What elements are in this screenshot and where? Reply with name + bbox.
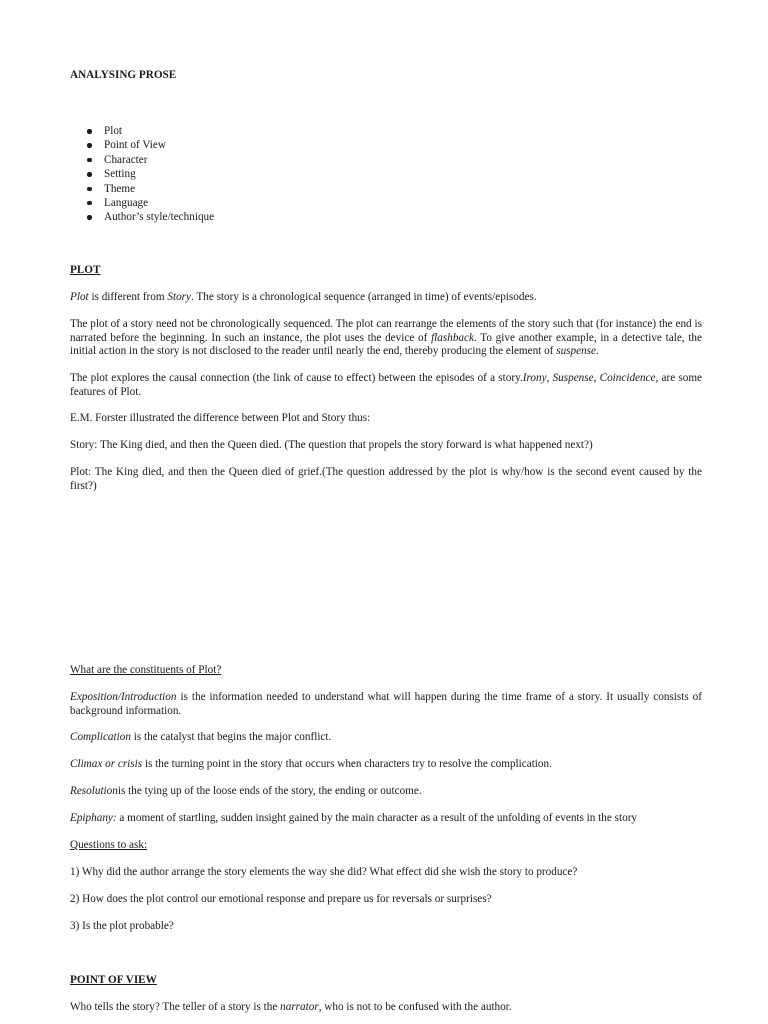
plot-paragraph-6: Plot: The King died, and then the Queen died of grief.(The question addressed by the plot is why/how is the second event caused by the first?): [70, 466, 702, 492]
bullet-icon: [87, 158, 92, 163]
list-item: Character: [104, 153, 214, 167]
constituent-climax: Climax or crisis is the turning point in the story that occurs when characters try to resolve the complication.: [70, 758, 552, 770]
plot-paragraph-3: The plot explores the causal connection (the link of cause to effect) between the episodes of a story.Irony, Suspense, Coincidence, are some features of Plot.: [70, 372, 703, 398]
bullet-icon: [87, 215, 92, 220]
list-item: Plot: [104, 124, 214, 138]
plot-paragraph-4: E.M. Forster illustrated the difference between Plot and Story thus:: [70, 412, 371, 424]
list-item: Setting: [104, 167, 214, 181]
constituent-epiphany: Epiphany: a moment of startling, sudden insight gained by the main character as a result of the unfolding of events in the story: [70, 812, 638, 824]
list-item: Language: [104, 196, 214, 210]
list-item: Theme: [104, 182, 214, 196]
bullet-icon: [87, 187, 92, 192]
questions-heading: Questions to ask:: [70, 839, 148, 851]
plot-heading: PLOT: [70, 264, 101, 276]
constituent-complication: Complication is the catalyst that begins the major conflict.: [70, 731, 332, 743]
bullet-icon: [87, 201, 92, 206]
plot-paragraph-1: Plot is different from Story. The story is a chronological sequence (arranged in time) of events/episodes.: [70, 291, 537, 303]
bullet-icon: [87, 172, 92, 177]
list-item: Point of View: [104, 138, 214, 152]
topics-list: [70, 124, 214, 225]
bullet-icon: [87, 129, 92, 134]
question-item-3: 3) Is the plot probable?: [70, 920, 174, 932]
constituent-exposition: Exposition/Introduction is the information needed to understand what will happen during the time frame of a story. It usually consists of background information.: [70, 691, 702, 717]
bullet-icon: [87, 143, 92, 148]
document-title: ANALYSING PROSE: [70, 69, 177, 81]
list-item: Author’s style/technique: [104, 210, 214, 224]
plot-paragraph-5: Story: The King died, and then the Queen died. (The question that propels the story forward is what happened next?): [70, 439, 593, 451]
pov-heading: POINT OF VIEW: [70, 974, 157, 986]
plot-paragraph-2: The plot of a story need not be chronologically sequenced. The plot can rearrange the elements of the story such that (for instance) the end is narrated before the beginning. In such an instance, the plot uses the device of flashback. To give another example, in a detective tale, the initial action in the story is not disclosed to the reader until nearly the end, thereby producing the element of suspense.: [70, 318, 702, 358]
question-item-1: 1) Why did the author arrange the story elements the way she did? What effect did she wish the story to produce?: [70, 866, 578, 878]
constituents-heading: What are the constituents of Plot?: [70, 664, 222, 676]
constituent-resolution: Resolutionis the tying up of the loose ends of the story, the ending or outcome.: [70, 785, 422, 797]
question-item-2: 2) How does the plot control our emotional response and prepare us for reversals or surprises?: [70, 893, 492, 905]
pov-paragraph-1: Who tells the story? The teller of a story is the narrator, who is not to be confused with the author.: [70, 1001, 512, 1013]
